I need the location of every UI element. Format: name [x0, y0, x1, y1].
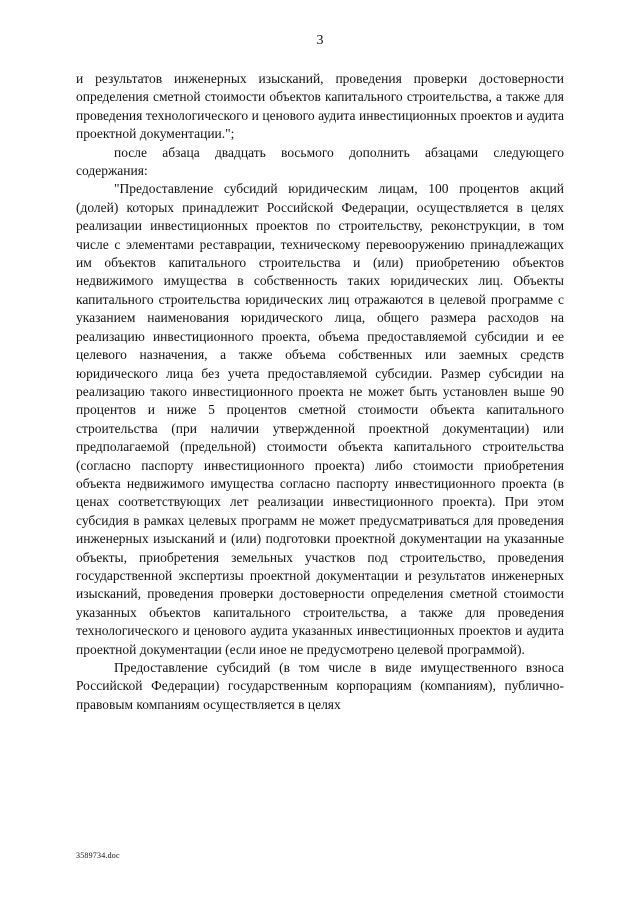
paragraph-2: после абзаца двадцать восьмого дополнить абзацами следующего содержания: [76, 144, 564, 179]
document-body [76, 70, 564, 714]
page-number: 3 [316, 33, 324, 48]
paragraph-3: "Предоставление субсидий юридическим лицам, 100 процентов акций (долей) которых принадлежит Российской Федерации, осуществляется в целях реализации инвестиционных проектов по строительству, реконструкции, в том числе с элементами реставрации, техническому перевооружению принадлежащих им объектов капитального строительства и (или) приобретению объектов недвижимого имущества в собственность таких юридических лиц. Объекты капитального строительства юридических лиц отражаются в целевой программе с указанием наименования юридического лица, общего размера расходов на реализацию инвестиционного проекта, объема предоставляемой субсидии и ее целевого назначения, а также объема собственных или заемных средств юридического лица без учета предоставляемой субсидии. Размер субсидии на реализацию такого инвестиционного проекта не может быть установлен выше 90 процентов и ниже 5 процентов сметной стоимости объекта капитального строительства (при наличии утвержденной проектной документации) или предполагаемой (предельной) стоимости объекта капитального строительства (согласно паспорту инвестиционного проекта) либо стоимости приобретения объекта недвижимого имущества согласно паспорту инвестиционного проекта (в ценах соответствующих лет реализации инвестиционного проекта). При этом субсидия в рамках целевых программ не может предусматриваться для проведения инженерных изысканий и (или) подготовки проектной документации на указанные объекты, приобретения земельных участков под строительство, проведения государственной экспертизы проектной документации и результатов инженерных изысканий, проведения проверки достоверности определения сметной стоимости указанных объектов капитального строительства, а также для проведения технологического и ценового аудита указанных инвестиционных проектов и аудита проектной документации (если иное не предусмотрено целевой программой). [76, 181, 564, 657]
file-name-footer: 3589734.doc [76, 851, 120, 860]
paragraph-4: Предоставление субсидий (в том числе в виде имущественного взноса Российской Федерации) государственным корпорациям (компаниям), публично-правовым компаниям осуществляется в целях [76, 660, 564, 712]
paragraph-1: и результатов инженерных изысканий, проведения проверки достоверности определения сметной стоимости объектов капитального строительства, а также для проведения технологического и ценового аудита инвестиционных проектов и аудита проектной документации."; [76, 71, 564, 142]
